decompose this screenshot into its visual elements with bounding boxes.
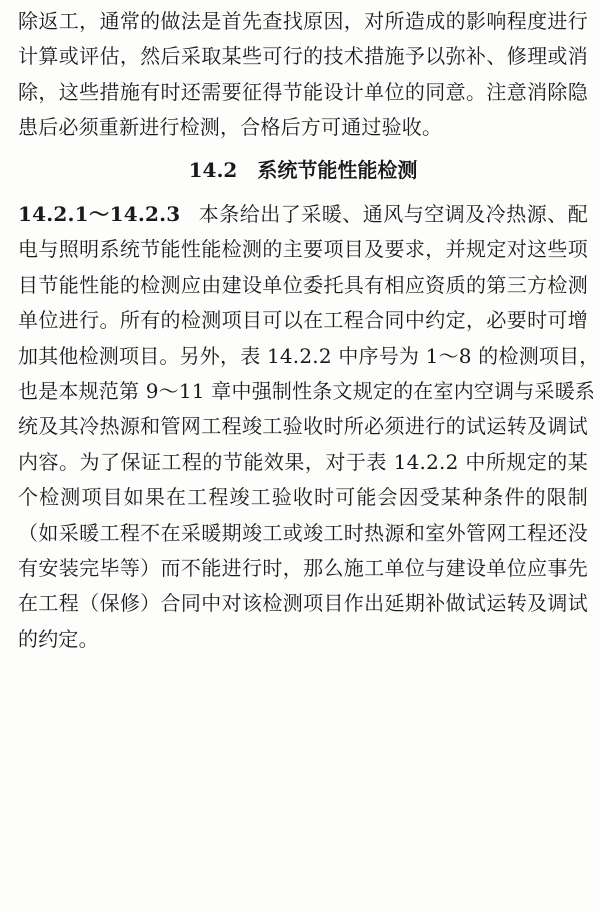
text-line	[18, 197, 588, 232]
text-line: 也是本规范第 9～11 章中强制性条文规定的在室内空调与采暖系	[18, 378, 596, 403]
clause-reference: 14.2.1～14.2.3	[18, 202, 181, 226]
text-line: 除，这些措施有时还需要征得节能设计单位的同意。注意消除隐	[18, 79, 588, 104]
clause-first-line-text: 本条给出了采暖、通风与空调及冷热源、配	[198, 202, 588, 226]
section-heading	[18, 152, 588, 188]
text-line: 的约定。	[18, 626, 99, 651]
text-line: 除返工，通常的做法是首先查找原因，对所造成的影响程度进行	[18, 9, 588, 33]
text-line: 内容。为了保证工程的节能效果，对于表 14.2.2 中所规定的某	[18, 449, 588, 474]
text-line: 单位进行。所有的检测项目可以在工程合同中约定，必要时可增	[18, 308, 588, 333]
text-line: 患后必须重新进行检测，合格后方可通过验收。	[18, 115, 443, 140]
clause-paragraph	[18, 197, 600, 657]
section-number: 14.2	[188, 158, 238, 182]
text-line: 加其他检测项目。另外，表 14.2.2 中序号为 1～8 的检测项目，	[18, 343, 600, 368]
section-title: 系统节能性能检测	[257, 158, 418, 182]
text-line: 目节能性能的检测应由建设单位委托具有相应资质的第三方检测	[18, 272, 588, 297]
text-line: 计算或评估，然后采取某些可行的技术措施予以弥补、修理或消	[18, 44, 588, 69]
text-line: 电与照明系统节能性能检测的主要项目及要求，并规定对这些项	[18, 237, 588, 262]
paragraph-continuation	[18, 4, 588, 146]
text-line: 统及其冷热源和管网工程竣工验收时所必须进行的试运转及调试	[18, 414, 588, 439]
text-line: 在工程（保修）合同中对该检测项目作出延期补做试运转及调试	[18, 591, 588, 616]
text-line: （如采暖工程不在采暖期竣工或竣工时热源和室外管网工程还没	[18, 520, 588, 545]
text-line: 有安装完毕等）而不能进行时，那么施工单位与建设单位应事先	[18, 555, 588, 580]
text-line: 个检测项目如果在工程竣工验收时可能会因受某种条件的限制	[18, 485, 588, 510]
